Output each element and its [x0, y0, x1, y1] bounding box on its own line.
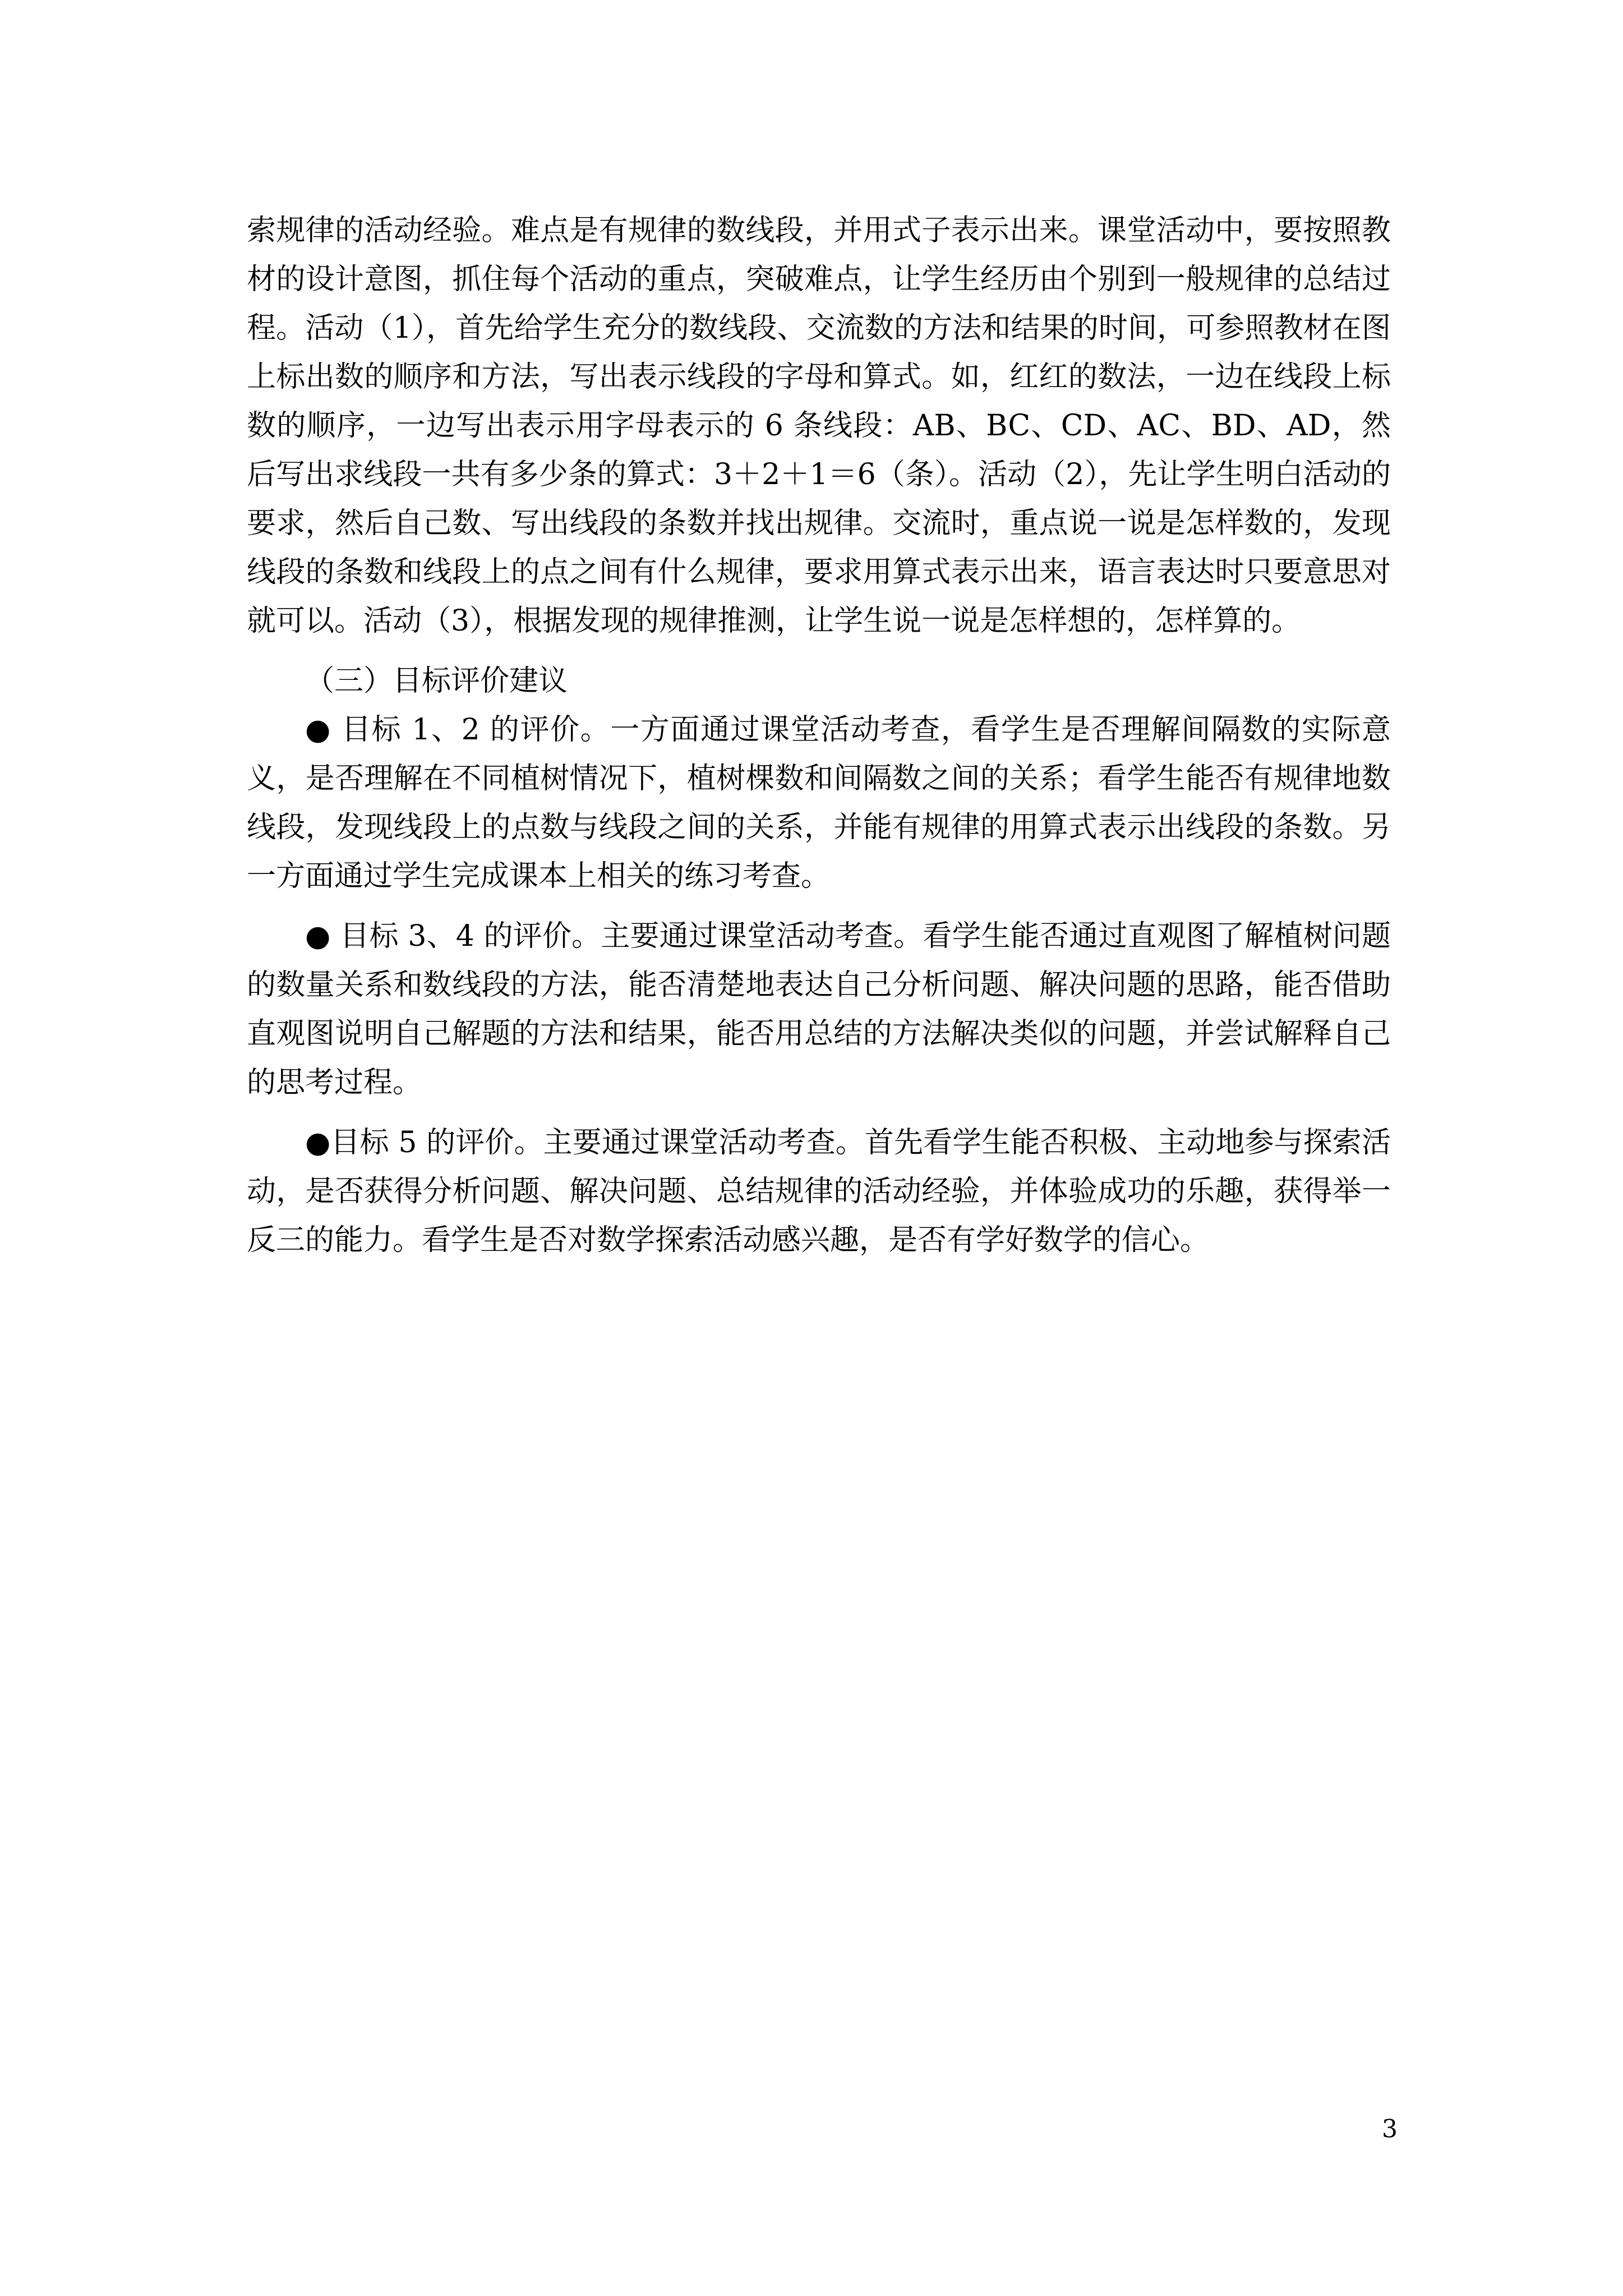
section-heading: （三）目标评价建议	[305, 664, 568, 698]
page-number: 3	[1382, 2115, 1398, 2143]
body-paragraph: 索规律的活动经验。难点是有规律的数线段，并用式子表示出来。课堂活动中，要按照教材的设计意图，抓住每个活动的重点，突破难点，让学生经历由个别到一般规律的总结过程。活动（1），首先给学生充分的数线段、交流数的方法和结果的时间，可参照教材在图上标出数的顺序和方法，写出表示线段的字母和算式。如，红红的数法，一边在线段上标数的顺序，一边写出表示用字母表示的 6 条线段：AB、BC、CD、AC、BD、AD，然后写出求线段一共有多少条的算式：3＋2＋1＝6（条）。活动（2），先让学生明白活动的要求，然后自己数、写出线段的条数并找出规律。交流时，重点说一说是怎样数的，发现线段的条数和线段上的点之间有什么规律，要求用算式表示出来，语言表达时只要意思对就可以。活动（3），根据发现的规律推测，让学生说一说是怎样想的，怎样算的。	[247, 214, 1391, 638]
evaluation-item-goal-5: ●目标 5 的评价。主要通过课堂活动考查。首先看学生能否积极、主动地参与探索活动，是否获得分析问题、解决问题、总结规律的活动经验，并体验成功的乐趣，获得举一反三的能力。看学生是否对数学探索活动感兴趣，是否有学好数学的信心。	[247, 1126, 1391, 1257]
evaluation-item-goal-3-4: ● 目标 3、4 的评价。主要通过课堂活动考查。看学生能否通过直观图了解植树问题的数量关系和数线段的方法，能否清楚地表达自己分析问题、解决问题的思路，能否借助直观图说明自己解题的方法和结果，能否用总结的方法解决类似的问题，并尝试解释自己的思考过程。	[247, 919, 1391, 1099]
document-page	[247, 206, 1391, 1265]
evaluation-item-goal-1-2: ● 目标 1、2 的评价。一方面通过课堂活动考查，看学生是否理解间隔数的实际意义，是否理解在不同植树情况下，植树棵数和间隔数之间的关系；看学生能否有规律地数线段，发现线段上的点数与线段之间的关系，并能有规律的用算式表示出线段的条数。另一方面通过学生完成课本上相关的练习考查。	[247, 713, 1391, 893]
